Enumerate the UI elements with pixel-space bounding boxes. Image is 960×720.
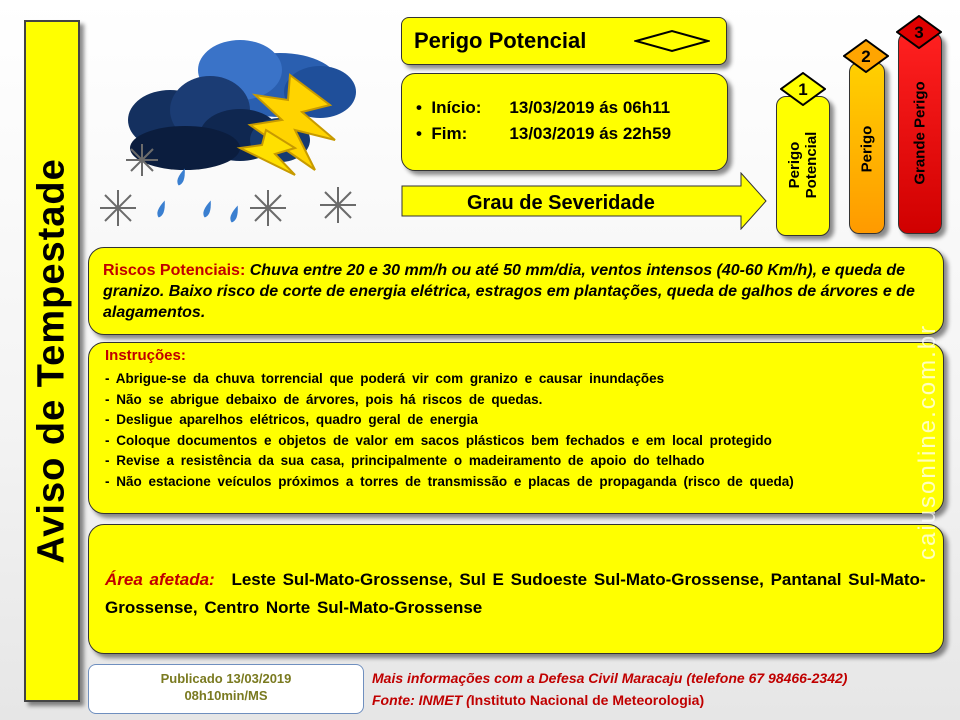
start-label: Início:	[431, 98, 482, 117]
risks-box	[88, 247, 944, 335]
severity-level-1-label: Perigo Potencial	[785, 131, 820, 199]
instructions-box	[88, 342, 944, 514]
severity-label: Grau de Severidade	[467, 192, 655, 214]
diamond-icon	[634, 29, 710, 53]
alert-level-title: Perigo Potencial	[414, 28, 587, 53]
severity-level-2-number: 2	[861, 47, 871, 66]
list-item: - Desligue aparelhos elétricos, quadro geral de energia	[105, 412, 478, 427]
list-item: - Revise a resistência da sua casa, principalmente o madeiramento de apoio do telhado	[105, 453, 705, 468]
published-date: Publicado 13/03/2019	[160, 671, 292, 686]
instructions-list	[105, 369, 923, 492]
end-value: 13/03/2019 ás 22h59	[509, 124, 672, 143]
bullet-icon: •	[416, 124, 432, 143]
source-text: Fonte: INMET (Instituto Nacional de Meteorologia)	[372, 692, 705, 708]
end-label: Fim:	[431, 124, 468, 143]
severity-level-1-number: 1	[798, 80, 808, 99]
area-description: Leste Sul-Mato-Grossense, Sul E Sudoeste Sul-Mato-Grossense, Pantanal Sul-Mato-Grossense, Centro Norte Sul-Mato-Grossense	[105, 570, 926, 617]
list-item: - Não se abrigue debaixo de árvores, pois há riscos de quedas.	[105, 391, 543, 407]
area-box	[88, 524, 944, 654]
area-text	[105, 566, 929, 622]
rain-drop-icon	[156, 167, 241, 223]
period-end	[416, 124, 671, 144]
severity-level-3	[898, 32, 942, 234]
severity-level-3-label: Grande Perigo	[911, 81, 929, 185]
watermark: caiusonline.com.br	[914, 323, 941, 560]
list-item: - Abrigue-se da chuva torrencial que poderá vir com granizo e causar inundações	[105, 371, 665, 386]
risks-description: Chuva entre 20 e 30 mm/h ou até 50 mm/dia, ventos intensos (40-60 Km/h), e queda de granizo. Baixo risco de corte de energia elétrica, estragos em plantações, queda de galhos de árvores e de alagamentos.	[103, 262, 915, 321]
severity-level-2	[849, 62, 885, 234]
storm-illustration	[90, 30, 390, 240]
list-item: - Não estacione veículos próximos a torres de transmissão e placas de propaganda (risco de queda)	[105, 473, 794, 489]
risks-text	[103, 260, 929, 323]
published-time: 08h10min/MS	[184, 688, 268, 703]
more-info-text: Mais informações com a Defesa Civil Maracaju (telefone 67 98466-2342)	[372, 670, 848, 686]
published-box	[88, 664, 364, 714]
severity-level-1	[776, 96, 830, 236]
side-banner	[24, 20, 80, 702]
list-item: - Coloque documentos e objetos de valor em sacos plásticos bem fechados e em local protegido	[105, 432, 772, 448]
period-start	[416, 98, 670, 118]
severity-level-2-label: Perigo	[858, 125, 876, 173]
severity-arrow	[401, 172, 767, 230]
bullet-icon: •	[416, 98, 432, 117]
side-title: Aviso de Tempestade	[30, 158, 73, 564]
risks-label: Riscos Potenciais:	[103, 262, 246, 279]
area-label: Área afetada:	[105, 570, 215, 589]
instructions-title: Instruções:	[105, 347, 186, 364]
start-value: 13/03/2019 ás 06h11	[509, 98, 671, 117]
severity-level-3-number: 3	[914, 23, 924, 42]
period-box	[401, 73, 728, 171]
footer-info	[372, 667, 847, 711]
alert-level-box	[401, 17, 727, 65]
